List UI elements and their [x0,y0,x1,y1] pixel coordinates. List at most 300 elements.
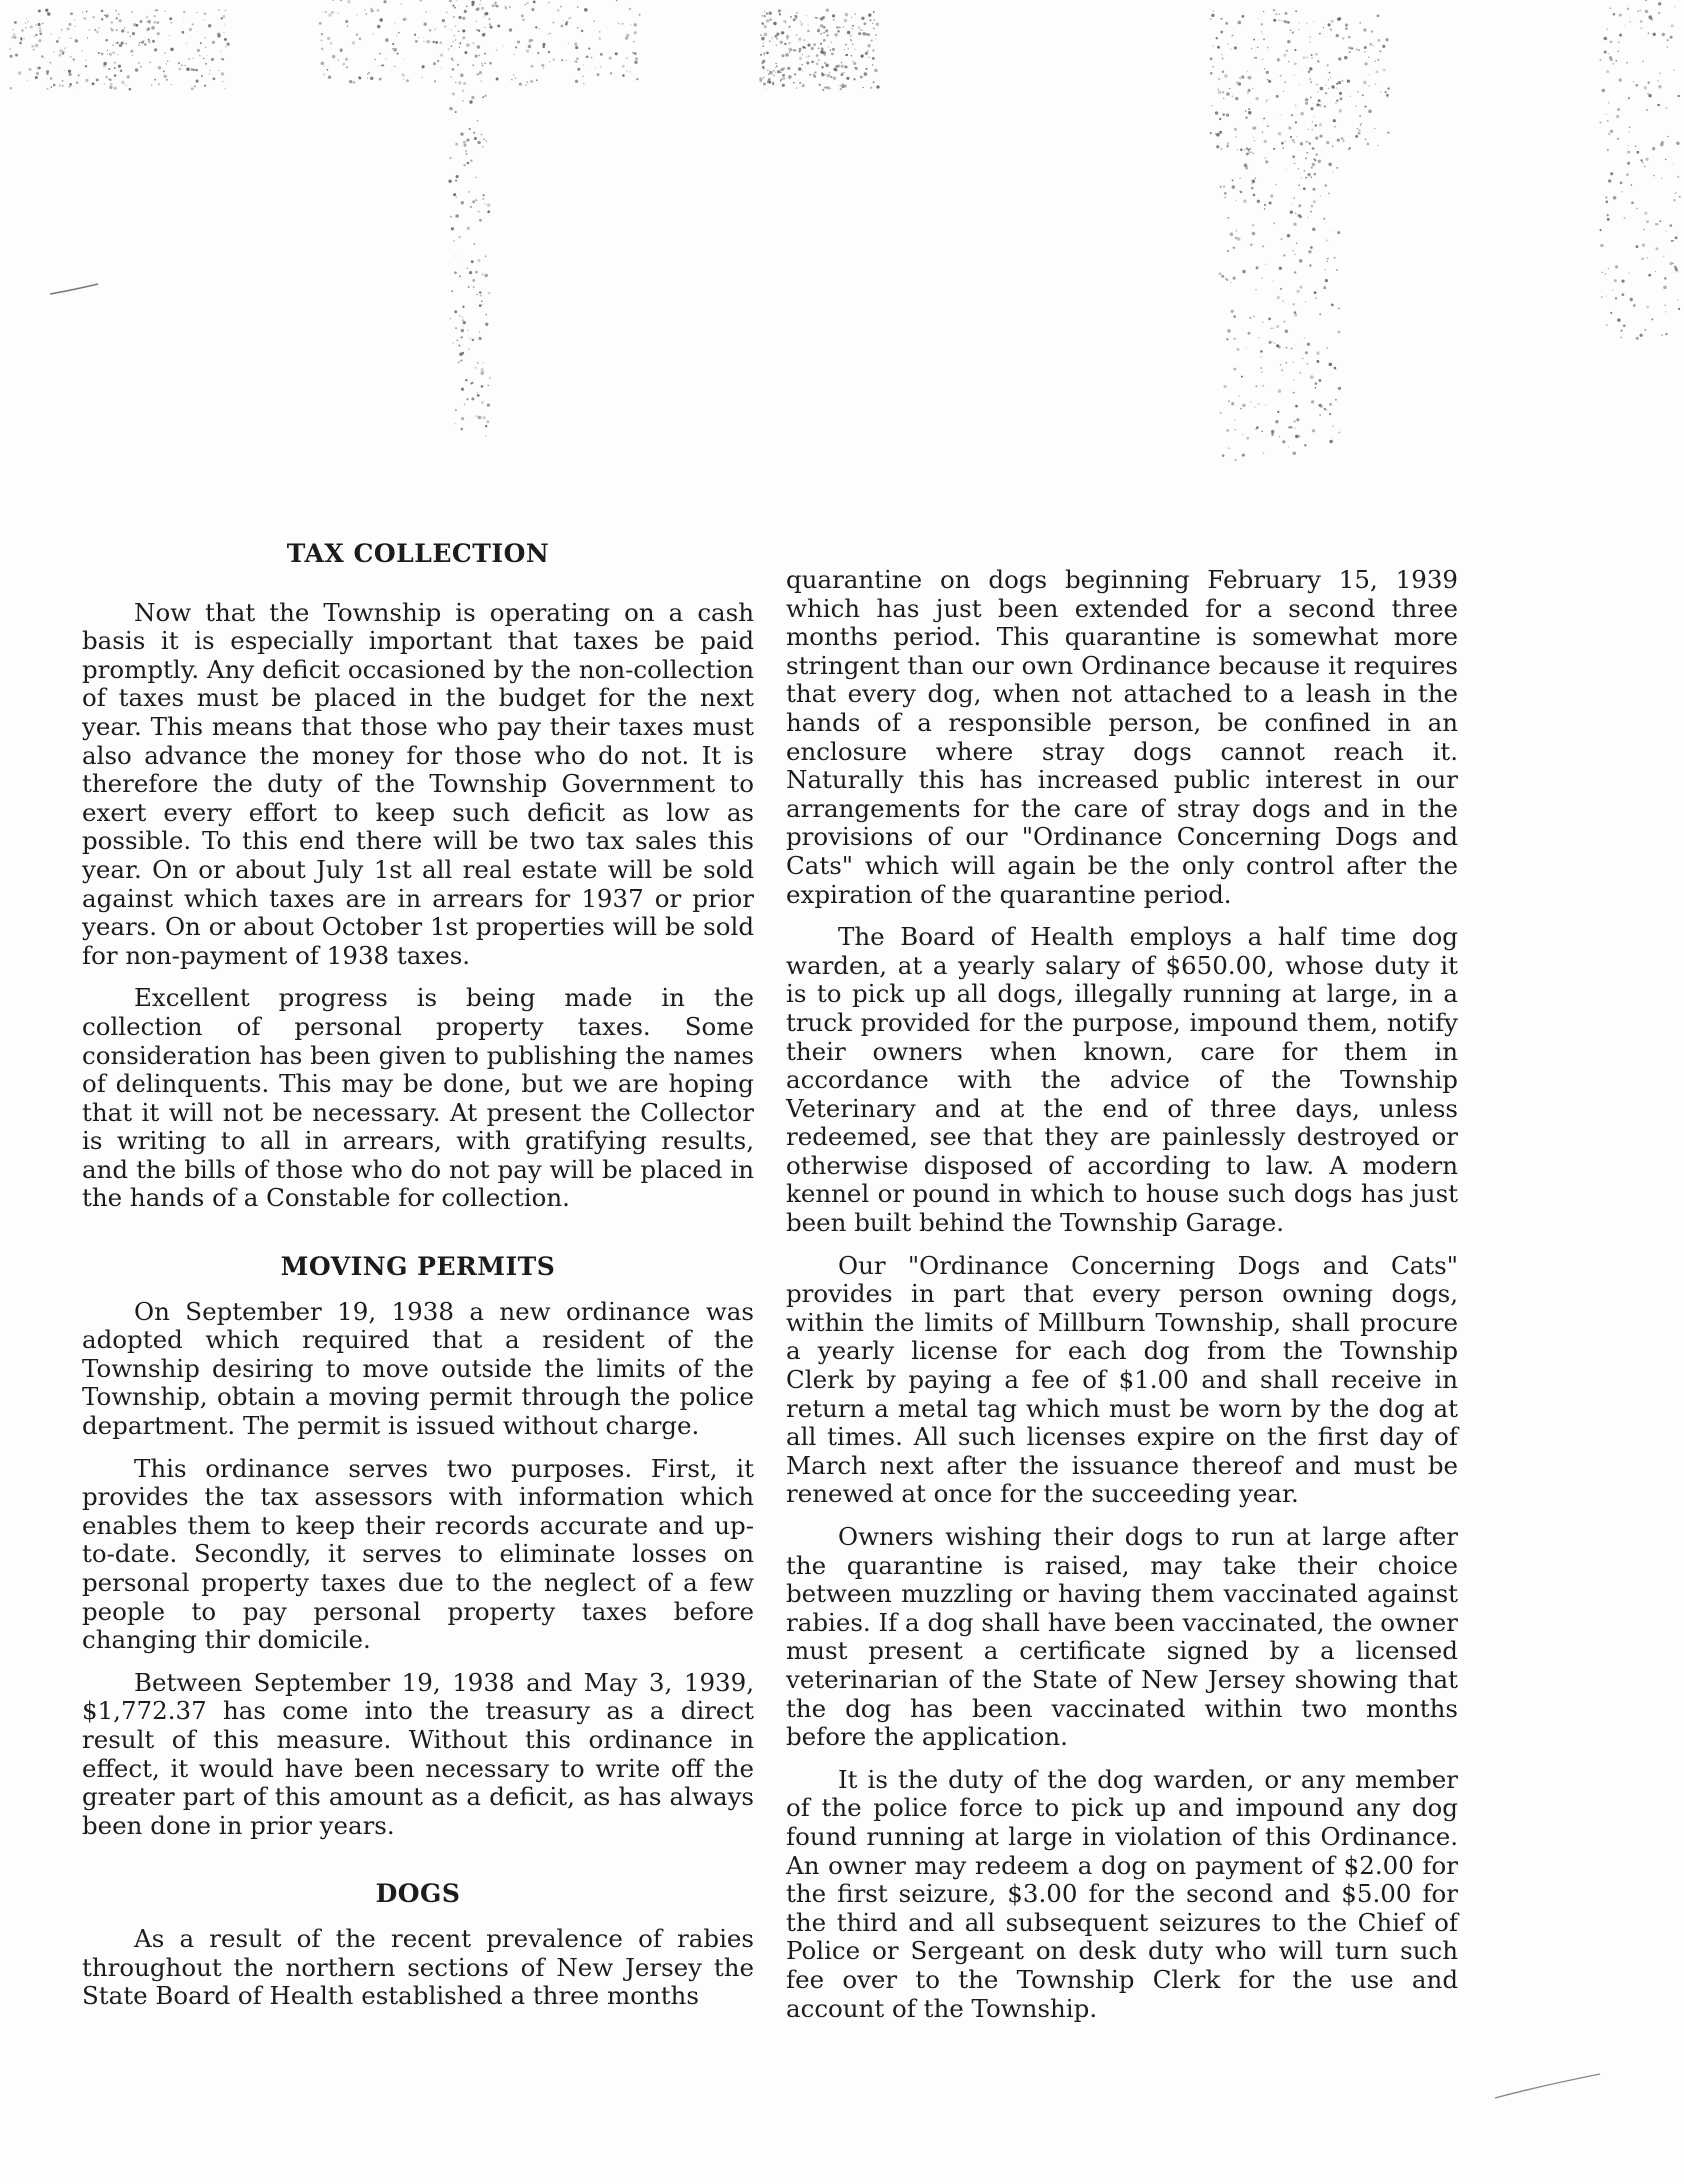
speckle-dot [785,22,786,23]
speckle-dot [760,35,761,36]
speckle-dot [1636,245,1639,248]
speckle-dot [762,23,764,25]
speckle-dot [458,362,459,363]
speckle-dot [34,36,35,37]
speckle-dot [39,32,42,35]
speckle-dot [852,61,853,62]
speckle-dot [1326,239,1328,241]
speckle-dot [21,29,23,31]
speckle-dot [1621,191,1623,193]
speckle-dot [485,63,486,64]
speckle-dot [787,67,790,70]
speckle-dot [364,9,365,10]
speckle-dot [1368,110,1372,114]
speckle-dot [1658,2,1661,5]
speckle-dot [568,42,569,43]
speckle-dot [761,37,765,41]
speckle-dot [1287,40,1290,43]
speckle-dot [1311,129,1313,131]
speckle-dot [1238,190,1239,191]
speckle-dot [823,51,827,55]
speckle-dot [1341,137,1344,140]
speckle-dot [1294,62,1297,65]
speckle-dot [773,22,776,25]
speckle-dot [1313,173,1316,176]
speckle-dot [874,19,875,20]
speckle-dot [105,14,109,18]
speckle-dot [1228,400,1230,402]
speckle-dot [1379,50,1381,52]
speckle-dot [50,34,51,35]
speckle-dot [217,35,220,38]
speckle-dot [1348,46,1351,49]
speckle-dot [474,367,476,369]
speckle-dot [769,12,772,15]
speckle-dot [1673,69,1675,71]
speckle-dot [597,73,600,76]
speckle-dot [1615,60,1617,62]
speckle-dot [9,48,11,50]
speckle-dot [450,216,452,218]
speckle-dot [820,18,821,19]
speckle-dot [1262,385,1264,387]
speckle-dot [1339,92,1342,95]
speckle-dot [1245,116,1247,118]
speckle-dot [1219,118,1221,120]
speckle-dot [1363,81,1366,84]
speckle-dot [1305,98,1309,102]
speckle-dot [1331,304,1334,307]
speckle-dot [482,274,484,276]
speckle-dot [1676,142,1679,145]
speckle-dot [435,29,436,30]
speckle-dot [863,23,866,26]
speckle-dot [1337,231,1340,234]
speckle-dot [496,49,498,51]
speckle-dot [1670,262,1673,265]
speckle-dot [1254,406,1256,408]
speckle-dot [1335,102,1337,104]
speckle-dot [1262,322,1264,324]
speckle-dot [799,21,801,23]
speckle-dot [368,72,370,74]
speckle-dot [135,24,138,27]
speckle-dot [538,28,539,29]
speckle-dot [1275,420,1278,423]
speckle-dot [801,64,802,65]
speckle-dot [121,29,124,32]
speckle-dot [1282,440,1285,443]
speckle-dot [542,46,545,49]
speckle-dot [115,43,116,44]
speckle-dot [855,67,858,70]
speckle-dot [1319,379,1322,382]
speckle-dot [167,60,169,62]
speckle-dot [766,52,769,55]
speckle-dot [874,69,878,73]
speckle-dot [1227,329,1230,332]
speckle-dot [1358,49,1360,51]
speckle-dot [181,65,183,67]
speckle-dot [610,72,612,74]
speckle-dot [96,30,99,33]
speckle-dot [1263,11,1264,12]
speckle-dot [1248,108,1250,110]
speckle-dot [1303,187,1306,190]
speckle-dot [591,57,593,59]
speckle-dot [1294,311,1297,314]
speckle-dot [789,26,791,28]
speckle-dot [1636,151,1639,154]
speckle-dot [471,260,474,263]
speckle-dot [831,53,834,56]
speckle-dot [332,55,336,59]
speckle-dot [1246,147,1248,149]
speckle-dot [1217,88,1219,90]
speckle-dot [346,66,348,68]
speckle-dot [370,9,373,12]
speckle-dot [459,275,461,277]
speckle-dot [1305,102,1308,105]
speckle-dot [328,76,331,79]
speckle-dot [1290,29,1291,30]
speckle-dot [832,48,835,51]
speckle-dot [1677,299,1679,301]
speckle-dot [1664,305,1666,307]
speckle-dot [466,43,470,47]
speckle-dot [1230,49,1231,50]
speckle-dot [59,49,63,53]
speckle-dot [1242,75,1244,77]
speckle-dot [107,50,108,51]
speckle-dot [1362,94,1364,96]
speckle-dot [482,33,485,36]
speckle-dot [870,19,872,21]
speckle-dot [1310,36,1311,37]
speckle-dot [472,64,474,66]
speckle-dot [1295,213,1296,214]
speckle-dot [577,6,579,8]
speckle-dot [847,31,851,35]
speckle-dot [27,21,28,22]
speckle-dot [377,9,380,12]
dogs-paragraph-1: As a result of the recent prevalence of rabies throughout the northern sections of New Jersey the State Board of Health established a three months [82,1923,754,2011]
speckle-dot [1306,22,1307,23]
speckle-dot [773,70,775,72]
speckle-dot [1224,192,1227,195]
speckle-dot [1258,18,1259,19]
speckle-dot [1648,33,1649,34]
speckle-dot [786,35,789,38]
speckle-dot [821,47,824,50]
speckle-dot [455,82,456,83]
speckle-dot [1313,200,1316,203]
speckle-dot [466,268,468,270]
speckle-dot [1237,149,1238,150]
speckle-dot [1282,300,1284,302]
speckle-dot [481,401,484,404]
speckle-dot [15,54,18,57]
speckle-dot [1295,345,1296,346]
speckle-dot [1332,425,1333,426]
speckle-dot [1325,269,1326,270]
speckle-dot [1320,195,1321,196]
speckle-dot [469,128,471,130]
speckle-dot [1640,159,1642,161]
speckle-dot [600,66,602,68]
speckle-dot [1380,91,1382,93]
speckle-dot [479,304,482,307]
speckle-dot [1386,94,1389,97]
speckle-dot [463,164,465,166]
speckle-dot [1342,80,1344,82]
speckle-dot [798,37,801,40]
speckle-dot [1253,39,1255,41]
speckle-dot [419,0,422,2]
speckle-dot [845,13,849,17]
speckle-dot [1315,382,1318,385]
speckle-dot [1336,167,1338,169]
speckle-dot [1336,100,1338,102]
speckle-dot [1325,85,1327,87]
dog-license-paragraph: Our "Ordinance Concerning Dogs and Cats" provides in part that every person owning dogs, within the limits of Millburn Township, shall procure a yearly license for each dog from the Township Clerk by paying a fee of $1.00 and shall receive in return a metal tag which must be worn by the dog at all times. All such licenses expire on the first day of March next after the issuance thereof and must be renewed at once for the succeeding year. [786,1250,1458,1509]
speckle-dot [108,78,110,80]
speckle-dot [1674,7,1675,8]
speckle-dot [475,177,476,178]
speckle-dot [340,0,342,1]
speckle-dot [1243,199,1246,202]
speckle-dot [1329,403,1332,406]
speckle-dot [75,39,78,42]
speckle-dot [460,74,464,78]
speckle-dot [526,81,528,83]
speckle-dot [825,86,827,88]
right-column [786,566,1458,2037]
speckle-dot [1311,205,1314,208]
speckle-dot [875,38,876,39]
speckle-dot [1283,54,1286,57]
speckle-dot [1290,211,1293,214]
speckle-dot [860,76,863,79]
speckle-dot [1610,57,1612,59]
speckle-dot [766,19,769,22]
speckle-dot [630,71,631,72]
speckle-dot [42,23,44,25]
speckle-dot [1319,104,1321,106]
speckle-dot [1252,232,1256,236]
speckle-dot [828,47,829,48]
speckle-dot [834,33,838,37]
speckle-dot [59,85,61,87]
speckle-dot [796,34,797,35]
speckle-dot [1606,214,1609,217]
speckle-dot [1675,192,1676,193]
speckle-dot [1220,31,1223,34]
speckle-dot [1309,78,1312,81]
speckle-dot [1287,234,1291,238]
speckle-dot [586,55,589,58]
speckle-dot [462,319,464,321]
speckle-dot [1261,277,1263,279]
speckle-dot [575,46,578,49]
speckle-dot [821,66,823,68]
speckle-dot [455,180,457,182]
speckle-dot [803,39,805,41]
speckle-dot [1635,84,1638,87]
speckle-dot [488,292,490,294]
speckle-dot [830,76,832,78]
speckle-dot [632,52,634,54]
speckle-dot [1658,85,1661,88]
speckle-dot [1312,429,1315,432]
speckle-dot [1311,57,1312,58]
speckle-dot [1223,98,1224,99]
speckle-dot [1233,315,1236,318]
speckle-dot [1246,347,1247,348]
speckle-dot [827,86,830,89]
speckle-dot [433,62,436,65]
speckle-dot [599,37,602,40]
speckle-dot [483,138,485,140]
speckle-dot [769,71,773,75]
speckle-dot [1285,12,1288,15]
speckle-dot [1336,34,1339,37]
speckle-dot [1386,38,1389,41]
speckle-dot [549,61,551,63]
speckle-dot [1332,145,1334,147]
speckle-dot [776,45,777,46]
speckle-dot [148,20,151,23]
speckle-dot [876,85,879,88]
speckle-dot [154,48,157,51]
speckle-dot [1315,387,1317,389]
speckle-dot [863,87,864,88]
speckle-dot [1310,176,1312,178]
speckle-dot [858,26,860,28]
speckle-dot [319,22,322,25]
speckle-dot [615,52,618,55]
speckle-dot [1374,128,1375,129]
speckle-dot [482,96,484,98]
speckle-dot [1320,87,1324,91]
speckle-dot [109,53,112,56]
speckle-dot [178,62,180,64]
speckle-dot [1231,95,1233,97]
speckle-dot [1336,83,1338,85]
speckle-dot [764,15,766,17]
speckle-dot [1338,81,1341,84]
speckle-dot [477,7,480,10]
speckle-dot [1678,308,1680,310]
speckle-dot [191,87,194,90]
speckle-dot [481,385,484,388]
speckle-dot [528,45,531,48]
speckle-dot [799,82,801,84]
speckle-dot [458,81,462,85]
speckle-dot [819,60,820,61]
speckle-dot [782,74,785,77]
speckle-dot [484,53,486,55]
speckle-dot [1323,27,1324,28]
speckle-dot [38,23,41,26]
speckle-dot [1623,324,1626,327]
speckle-dot [393,48,397,52]
speckle-dot [515,77,516,78]
speckle-dot [1248,332,1251,335]
speckle-dot [822,16,825,19]
speckle-dot [1311,54,1313,56]
speckle-dot [1222,113,1224,115]
speckle-dot [200,42,202,44]
speckle-dot [455,256,456,257]
speckle-dot [629,8,631,10]
speckle-dot [830,49,831,50]
speckle-dot [78,74,80,76]
speckle-dot [347,26,348,27]
speckle-dot [577,27,578,28]
speckle-dot [68,23,71,26]
speckle-dot [1624,217,1626,219]
speckle-dot [1296,136,1297,137]
speckle-dot [531,39,534,42]
speckle-dot [1299,22,1301,24]
speckle-dot [163,75,167,79]
speckle-dot [845,44,847,46]
speckle-dot [1228,447,1230,449]
speckle-dot [112,44,114,46]
speckle-dot [1269,202,1272,205]
speckle-dot [1330,77,1332,79]
speckle-dot [121,81,125,85]
moving-permits-paragraph-2: This ordinance serves two purposes. First, it provides the tax assessors with information which enables them to keep their records accurate and up-to-date. Secondly, it serves to eliminate losses on personal property taxes due to the neglect of a few people to pay personal property taxes before changing thir domicile. [82,1453,754,1655]
speckle-dot [1264,140,1267,143]
speckle-dot [1661,178,1662,179]
speckle-dot [455,327,457,329]
speckle-dot [638,14,640,16]
speckle-dot [864,72,868,76]
speckle-dot [773,74,775,76]
speckle-dot [481,368,485,372]
speckle-dot [1387,87,1389,89]
speckle-dot [356,14,357,15]
speckle-dot [818,48,820,50]
speckle-dot [50,77,52,79]
speckle-dot [455,111,457,113]
speckle-dot [124,27,125,28]
speckle-dot [1606,70,1609,73]
speckle-dot [1241,376,1243,378]
speckle-dot [196,80,199,83]
speckle-dot [1309,264,1311,266]
speckle-dot [1627,151,1630,154]
speckle-dot [485,255,487,257]
speckle-dot [854,49,855,50]
speckle-dot [321,62,324,65]
speckle-dot [154,21,157,24]
speckle-dot [636,78,638,80]
speckle-dot [480,371,483,374]
speckle-dot [475,271,478,274]
speckle-dot [402,73,405,76]
speckle-dot [1325,184,1327,186]
speckle-dot [65,47,66,48]
speckle-dot [1608,102,1609,103]
speckle-dot [452,92,455,95]
speckle-dot [194,85,196,87]
speckle-dot [462,306,464,308]
speckle-dot [479,291,481,293]
speckle-dot [117,54,118,55]
